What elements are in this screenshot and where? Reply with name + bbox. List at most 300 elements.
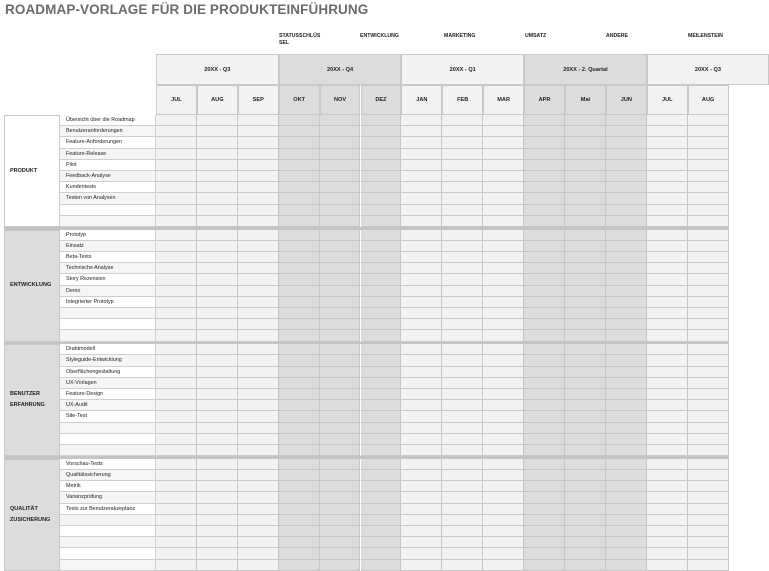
timeline-cell[interactable]: [238, 286, 279, 297]
timeline-cell[interactable]: [647, 297, 688, 308]
timeline-cell[interactable]: [279, 115, 320, 126]
timeline-cell[interactable]: [156, 400, 197, 411]
timeline-cell[interactable]: [565, 344, 606, 355]
timeline-cell[interactable]: [565, 241, 606, 252]
timeline-cell[interactable]: [401, 548, 442, 559]
timeline-cell[interactable]: [401, 445, 442, 456]
timeline-cell[interactable]: [524, 423, 565, 434]
timeline-cell[interactable]: [442, 330, 483, 341]
timeline-cell[interactable]: [606, 115, 647, 126]
timeline-cell[interactable]: [606, 459, 647, 470]
timeline-cell[interactable]: [401, 355, 442, 366]
timeline-cell[interactable]: [524, 504, 565, 515]
timeline-cell[interactable]: [606, 526, 647, 537]
timeline-cell[interactable]: [361, 367, 402, 378]
timeline-cell[interactable]: [565, 537, 606, 548]
timeline-cell[interactable]: [401, 330, 442, 341]
timeline-cell[interactable]: [442, 411, 483, 422]
timeline-cell[interactable]: [320, 252, 361, 263]
timeline-cell[interactable]: [688, 367, 729, 378]
timeline-cell[interactable]: [647, 149, 688, 160]
timeline-cell[interactable]: [361, 378, 402, 389]
timeline-cell[interactable]: [156, 526, 197, 537]
timeline-cell[interactable]: [238, 492, 279, 503]
timeline-cell[interactable]: [197, 560, 238, 571]
timeline-cell[interactable]: [279, 515, 320, 526]
timeline-cell[interactable]: [279, 537, 320, 548]
timeline-cell[interactable]: [524, 492, 565, 503]
timeline-cell[interactable]: [442, 230, 483, 241]
timeline-cell[interactable]: [197, 344, 238, 355]
timeline-cell[interactable]: [279, 149, 320, 160]
timeline-cell[interactable]: [524, 205, 565, 216]
timeline-cell[interactable]: [238, 526, 279, 537]
timeline-cell[interactable]: [361, 389, 402, 400]
timeline-cell[interactable]: [688, 149, 729, 160]
timeline-cell[interactable]: [606, 241, 647, 252]
timeline-cell[interactable]: [647, 216, 688, 227]
timeline-cell[interactable]: [688, 319, 729, 330]
timeline-cell[interactable]: [647, 355, 688, 366]
timeline-cell[interactable]: [197, 355, 238, 366]
timeline-cell[interactable]: [524, 526, 565, 537]
timeline-cell[interactable]: [197, 205, 238, 216]
timeline-cell[interactable]: [401, 115, 442, 126]
timeline-cell[interactable]: [320, 330, 361, 341]
timeline-cell[interactable]: [361, 149, 402, 160]
timeline-cell[interactable]: [361, 171, 402, 182]
timeline-cell[interactable]: [361, 445, 402, 456]
timeline-cell[interactable]: [238, 252, 279, 263]
timeline-cell[interactable]: [483, 355, 524, 366]
timeline-cell[interactable]: [483, 216, 524, 227]
timeline-cell[interactable]: [524, 230, 565, 241]
timeline-cell[interactable]: [524, 560, 565, 571]
timeline-cell[interactable]: [238, 230, 279, 241]
timeline-cell[interactable]: [442, 515, 483, 526]
timeline-cell[interactable]: [361, 344, 402, 355]
timeline-cell[interactable]: [361, 434, 402, 445]
timeline-cell[interactable]: [688, 297, 729, 308]
timeline-cell[interactable]: [401, 411, 442, 422]
timeline-cell[interactable]: [442, 149, 483, 160]
timeline-cell[interactable]: [524, 459, 565, 470]
timeline-cell[interactable]: [361, 182, 402, 193]
timeline-cell[interactable]: [279, 492, 320, 503]
timeline-cell[interactable]: [238, 560, 279, 571]
timeline-cell[interactable]: [565, 423, 606, 434]
timeline-cell[interactable]: [361, 504, 402, 515]
timeline-cell[interactable]: [361, 330, 402, 341]
timeline-cell[interactable]: [483, 344, 524, 355]
timeline-cell[interactable]: [483, 126, 524, 137]
timeline-cell[interactable]: [442, 434, 483, 445]
timeline-cell[interactable]: [238, 319, 279, 330]
timeline-cell[interactable]: [647, 126, 688, 137]
timeline-cell[interactable]: [238, 263, 279, 274]
timeline-cell[interactable]: [606, 560, 647, 571]
timeline-cell[interactable]: [320, 537, 361, 548]
timeline-cell[interactable]: [606, 182, 647, 193]
timeline-cell[interactable]: [483, 470, 524, 481]
timeline-cell[interactable]: [606, 389, 647, 400]
timeline-cell[interactable]: [156, 537, 197, 548]
timeline-cell[interactable]: [442, 182, 483, 193]
timeline-cell[interactable]: [401, 297, 442, 308]
timeline-cell[interactable]: [279, 126, 320, 137]
timeline-cell[interactable]: [647, 241, 688, 252]
timeline-cell[interactable]: [606, 319, 647, 330]
timeline-cell[interactable]: [442, 470, 483, 481]
timeline-cell[interactable]: [401, 241, 442, 252]
timeline-cell[interactable]: [565, 400, 606, 411]
timeline-cell[interactable]: [279, 423, 320, 434]
timeline-cell[interactable]: [647, 367, 688, 378]
timeline-cell[interactable]: [442, 537, 483, 548]
timeline-cell[interactable]: [565, 263, 606, 274]
timeline-cell[interactable]: [524, 378, 565, 389]
timeline-cell[interactable]: [320, 378, 361, 389]
timeline-cell[interactable]: [156, 171, 197, 182]
timeline-cell[interactable]: [442, 241, 483, 252]
timeline-cell[interactable]: [647, 115, 688, 126]
timeline-cell[interactable]: [647, 182, 688, 193]
timeline-cell[interactable]: [401, 470, 442, 481]
timeline-cell[interactable]: [401, 434, 442, 445]
timeline-cell[interactable]: [156, 126, 197, 137]
timeline-cell[interactable]: [483, 149, 524, 160]
timeline-cell[interactable]: [688, 481, 729, 492]
timeline-cell[interactable]: [688, 193, 729, 204]
timeline-cell[interactable]: [361, 193, 402, 204]
timeline-cell[interactable]: [647, 548, 688, 559]
timeline-cell[interactable]: [483, 286, 524, 297]
timeline-cell[interactable]: [279, 171, 320, 182]
timeline-cell[interactable]: [361, 230, 402, 241]
timeline-cell[interactable]: [606, 367, 647, 378]
timeline-cell[interactable]: [361, 515, 402, 526]
timeline-cell[interactable]: [647, 537, 688, 548]
timeline-cell[interactable]: [156, 160, 197, 171]
timeline-cell[interactable]: [442, 355, 483, 366]
timeline-cell[interactable]: [688, 115, 729, 126]
timeline-cell[interactable]: [361, 286, 402, 297]
timeline-cell[interactable]: [320, 263, 361, 274]
timeline-cell[interactable]: [320, 126, 361, 137]
timeline-cell[interactable]: [197, 330, 238, 341]
timeline-cell[interactable]: [606, 230, 647, 241]
timeline-cell[interactable]: [606, 504, 647, 515]
timeline-cell[interactable]: [606, 297, 647, 308]
timeline-cell[interactable]: [279, 389, 320, 400]
timeline-cell[interactable]: [483, 230, 524, 241]
timeline-cell[interactable]: [197, 434, 238, 445]
timeline-cell[interactable]: [279, 263, 320, 274]
timeline-cell[interactable]: [361, 274, 402, 285]
timeline-cell[interactable]: [442, 319, 483, 330]
timeline-cell[interactable]: [238, 481, 279, 492]
timeline-cell[interactable]: [688, 526, 729, 537]
timeline-cell[interactable]: [688, 459, 729, 470]
timeline-cell[interactable]: [361, 411, 402, 422]
timeline-cell[interactable]: [442, 193, 483, 204]
timeline-cell[interactable]: [524, 171, 565, 182]
timeline-cell[interactable]: [483, 319, 524, 330]
timeline-cell[interactable]: [442, 481, 483, 492]
timeline-cell[interactable]: [483, 378, 524, 389]
timeline-cell[interactable]: [565, 149, 606, 160]
timeline-cell[interactable]: [156, 504, 197, 515]
timeline-cell[interactable]: [156, 216, 197, 227]
timeline-cell[interactable]: [483, 263, 524, 274]
timeline-cell[interactable]: [197, 411, 238, 422]
timeline-cell[interactable]: [197, 492, 238, 503]
timeline-cell[interactable]: [238, 378, 279, 389]
timeline-cell[interactable]: [401, 286, 442, 297]
timeline-cell[interactable]: [197, 230, 238, 241]
timeline-cell[interactable]: [238, 344, 279, 355]
timeline-cell[interactable]: [401, 537, 442, 548]
timeline-cell[interactable]: [238, 400, 279, 411]
timeline-cell[interactable]: [279, 297, 320, 308]
timeline-cell[interactable]: [279, 252, 320, 263]
timeline-cell[interactable]: [197, 193, 238, 204]
timeline-cell[interactable]: [688, 504, 729, 515]
timeline-cell[interactable]: [565, 274, 606, 285]
timeline-cell[interactable]: [442, 548, 483, 559]
timeline-cell[interactable]: [401, 515, 442, 526]
timeline-cell[interactable]: [483, 411, 524, 422]
timeline-cell[interactable]: [442, 492, 483, 503]
timeline-cell[interactable]: [156, 423, 197, 434]
timeline-cell[interactable]: [647, 504, 688, 515]
timeline-cell[interactable]: [279, 216, 320, 227]
timeline-cell[interactable]: [197, 274, 238, 285]
timeline-cell[interactable]: [606, 171, 647, 182]
timeline-cell[interactable]: [238, 115, 279, 126]
timeline-cell[interactable]: [442, 216, 483, 227]
timeline-cell[interactable]: [524, 434, 565, 445]
timeline-cell[interactable]: [442, 252, 483, 263]
timeline-cell[interactable]: [524, 297, 565, 308]
timeline-cell[interactable]: [238, 445, 279, 456]
timeline-cell[interactable]: [606, 274, 647, 285]
timeline-cell[interactable]: [197, 481, 238, 492]
timeline-cell[interactable]: [647, 470, 688, 481]
timeline-cell[interactable]: [606, 330, 647, 341]
timeline-cell[interactable]: [524, 126, 565, 137]
timeline-cell[interactable]: [606, 344, 647, 355]
timeline-cell[interactable]: [688, 470, 729, 481]
timeline-cell[interactable]: [320, 344, 361, 355]
timeline-cell[interactable]: [238, 355, 279, 366]
timeline-cell[interactable]: [197, 515, 238, 526]
timeline-cell[interactable]: [647, 205, 688, 216]
timeline-cell[interactable]: [320, 216, 361, 227]
timeline-cell[interactable]: [483, 400, 524, 411]
timeline-cell[interactable]: [524, 286, 565, 297]
timeline-cell[interactable]: [361, 400, 402, 411]
timeline-cell[interactable]: [688, 548, 729, 559]
timeline-cell[interactable]: [688, 445, 729, 456]
timeline-cell[interactable]: [442, 378, 483, 389]
timeline-cell[interactable]: [320, 400, 361, 411]
timeline-cell[interactable]: [238, 537, 279, 548]
timeline-cell[interactable]: [524, 308, 565, 319]
timeline-cell[interactable]: [361, 355, 402, 366]
timeline-cell[interactable]: [606, 126, 647, 137]
timeline-cell[interactable]: [647, 459, 688, 470]
timeline-cell[interactable]: [483, 367, 524, 378]
timeline-cell[interactable]: [401, 160, 442, 171]
timeline-cell[interactable]: [197, 389, 238, 400]
timeline-cell[interactable]: [442, 423, 483, 434]
timeline-cell[interactable]: [483, 434, 524, 445]
timeline-cell[interactable]: [647, 492, 688, 503]
timeline-cell[interactable]: [606, 515, 647, 526]
timeline-cell[interactable]: [606, 252, 647, 263]
timeline-cell[interactable]: [401, 274, 442, 285]
timeline-cell[interactable]: [483, 160, 524, 171]
timeline-cell[interactable]: [483, 137, 524, 148]
timeline-cell[interactable]: [238, 423, 279, 434]
timeline-cell[interactable]: [647, 137, 688, 148]
timeline-cell[interactable]: [606, 355, 647, 366]
timeline-cell[interactable]: [156, 459, 197, 470]
timeline-cell[interactable]: [320, 389, 361, 400]
timeline-cell[interactable]: [524, 470, 565, 481]
timeline-cell[interactable]: [688, 344, 729, 355]
timeline-cell[interactable]: [238, 548, 279, 559]
timeline-cell[interactable]: [524, 193, 565, 204]
timeline-cell[interactable]: [483, 241, 524, 252]
timeline-cell[interactable]: [197, 548, 238, 559]
timeline-cell[interactable]: [197, 263, 238, 274]
timeline-cell[interactable]: [361, 297, 402, 308]
timeline-cell[interactable]: [606, 263, 647, 274]
timeline-cell[interactable]: [320, 367, 361, 378]
timeline-cell[interactable]: [320, 492, 361, 503]
timeline-cell[interactable]: [320, 319, 361, 330]
timeline-cell[interactable]: [320, 160, 361, 171]
timeline-cell[interactable]: [606, 434, 647, 445]
timeline-cell[interactable]: [565, 470, 606, 481]
timeline-cell[interactable]: [279, 344, 320, 355]
timeline-cell[interactable]: [442, 400, 483, 411]
timeline-cell[interactable]: [320, 241, 361, 252]
timeline-cell[interactable]: [565, 548, 606, 559]
timeline-cell[interactable]: [197, 216, 238, 227]
timeline-cell[interactable]: [320, 308, 361, 319]
timeline-cell[interactable]: [524, 330, 565, 341]
timeline-cell[interactable]: [524, 515, 565, 526]
timeline-cell[interactable]: [565, 286, 606, 297]
timeline-cell[interactable]: [524, 344, 565, 355]
timeline-cell[interactable]: [320, 274, 361, 285]
timeline-cell[interactable]: [565, 205, 606, 216]
timeline-cell[interactable]: [565, 126, 606, 137]
timeline-cell[interactable]: [647, 160, 688, 171]
timeline-cell[interactable]: [279, 286, 320, 297]
timeline-cell[interactable]: [606, 445, 647, 456]
timeline-cell[interactable]: [483, 515, 524, 526]
timeline-cell[interactable]: [197, 445, 238, 456]
timeline-cell[interactable]: [238, 171, 279, 182]
timeline-cell[interactable]: [279, 470, 320, 481]
timeline-cell[interactable]: [401, 504, 442, 515]
timeline-cell[interactable]: [156, 137, 197, 148]
timeline-cell[interactable]: [238, 216, 279, 227]
timeline-cell[interactable]: [483, 205, 524, 216]
timeline-cell[interactable]: [401, 263, 442, 274]
timeline-cell[interactable]: [279, 445, 320, 456]
timeline-cell[interactable]: [483, 445, 524, 456]
timeline-cell[interactable]: [483, 182, 524, 193]
timeline-cell[interactable]: [320, 193, 361, 204]
timeline-cell[interactable]: [197, 367, 238, 378]
timeline-cell[interactable]: [483, 171, 524, 182]
timeline-cell[interactable]: [401, 492, 442, 503]
timeline-cell[interactable]: [565, 308, 606, 319]
timeline-cell[interactable]: [688, 515, 729, 526]
timeline-cell[interactable]: [606, 470, 647, 481]
timeline-cell[interactable]: [156, 263, 197, 274]
timeline-cell[interactable]: [524, 389, 565, 400]
timeline-cell[interactable]: [197, 137, 238, 148]
timeline-cell[interactable]: [279, 319, 320, 330]
timeline-cell[interactable]: [320, 504, 361, 515]
timeline-cell[interactable]: [279, 241, 320, 252]
timeline-cell[interactable]: [156, 411, 197, 422]
timeline-cell[interactable]: [238, 515, 279, 526]
timeline-cell[interactable]: [156, 230, 197, 241]
timeline-cell[interactable]: [361, 263, 402, 274]
timeline-cell[interactable]: [565, 445, 606, 456]
timeline-cell[interactable]: [565, 526, 606, 537]
timeline-cell[interactable]: [238, 330, 279, 341]
timeline-cell[interactable]: [279, 434, 320, 445]
timeline-cell[interactable]: [401, 389, 442, 400]
timeline-cell[interactable]: [647, 515, 688, 526]
timeline-cell[interactable]: [524, 548, 565, 559]
timeline-cell[interactable]: [647, 481, 688, 492]
timeline-cell[interactable]: [197, 126, 238, 137]
timeline-cell[interactable]: [565, 182, 606, 193]
timeline-cell[interactable]: [688, 230, 729, 241]
timeline-cell[interactable]: [197, 182, 238, 193]
timeline-cell[interactable]: [197, 537, 238, 548]
timeline-cell[interactable]: [442, 263, 483, 274]
timeline-cell[interactable]: [401, 459, 442, 470]
timeline-cell[interactable]: [156, 548, 197, 559]
timeline-cell[interactable]: [279, 459, 320, 470]
timeline-cell[interactable]: [483, 526, 524, 537]
timeline-cell[interactable]: [197, 252, 238, 263]
timeline-cell[interactable]: [647, 344, 688, 355]
timeline-cell[interactable]: [442, 274, 483, 285]
timeline-cell[interactable]: [606, 149, 647, 160]
timeline-cell[interactable]: [688, 355, 729, 366]
timeline-cell[interactable]: [647, 274, 688, 285]
timeline-cell[interactable]: [606, 423, 647, 434]
timeline-cell[interactable]: [647, 308, 688, 319]
timeline-cell[interactable]: [156, 205, 197, 216]
timeline-cell[interactable]: [565, 459, 606, 470]
timeline-cell[interactable]: [156, 274, 197, 285]
timeline-cell[interactable]: [565, 319, 606, 330]
timeline-cell[interactable]: [197, 241, 238, 252]
timeline-cell[interactable]: [279, 274, 320, 285]
